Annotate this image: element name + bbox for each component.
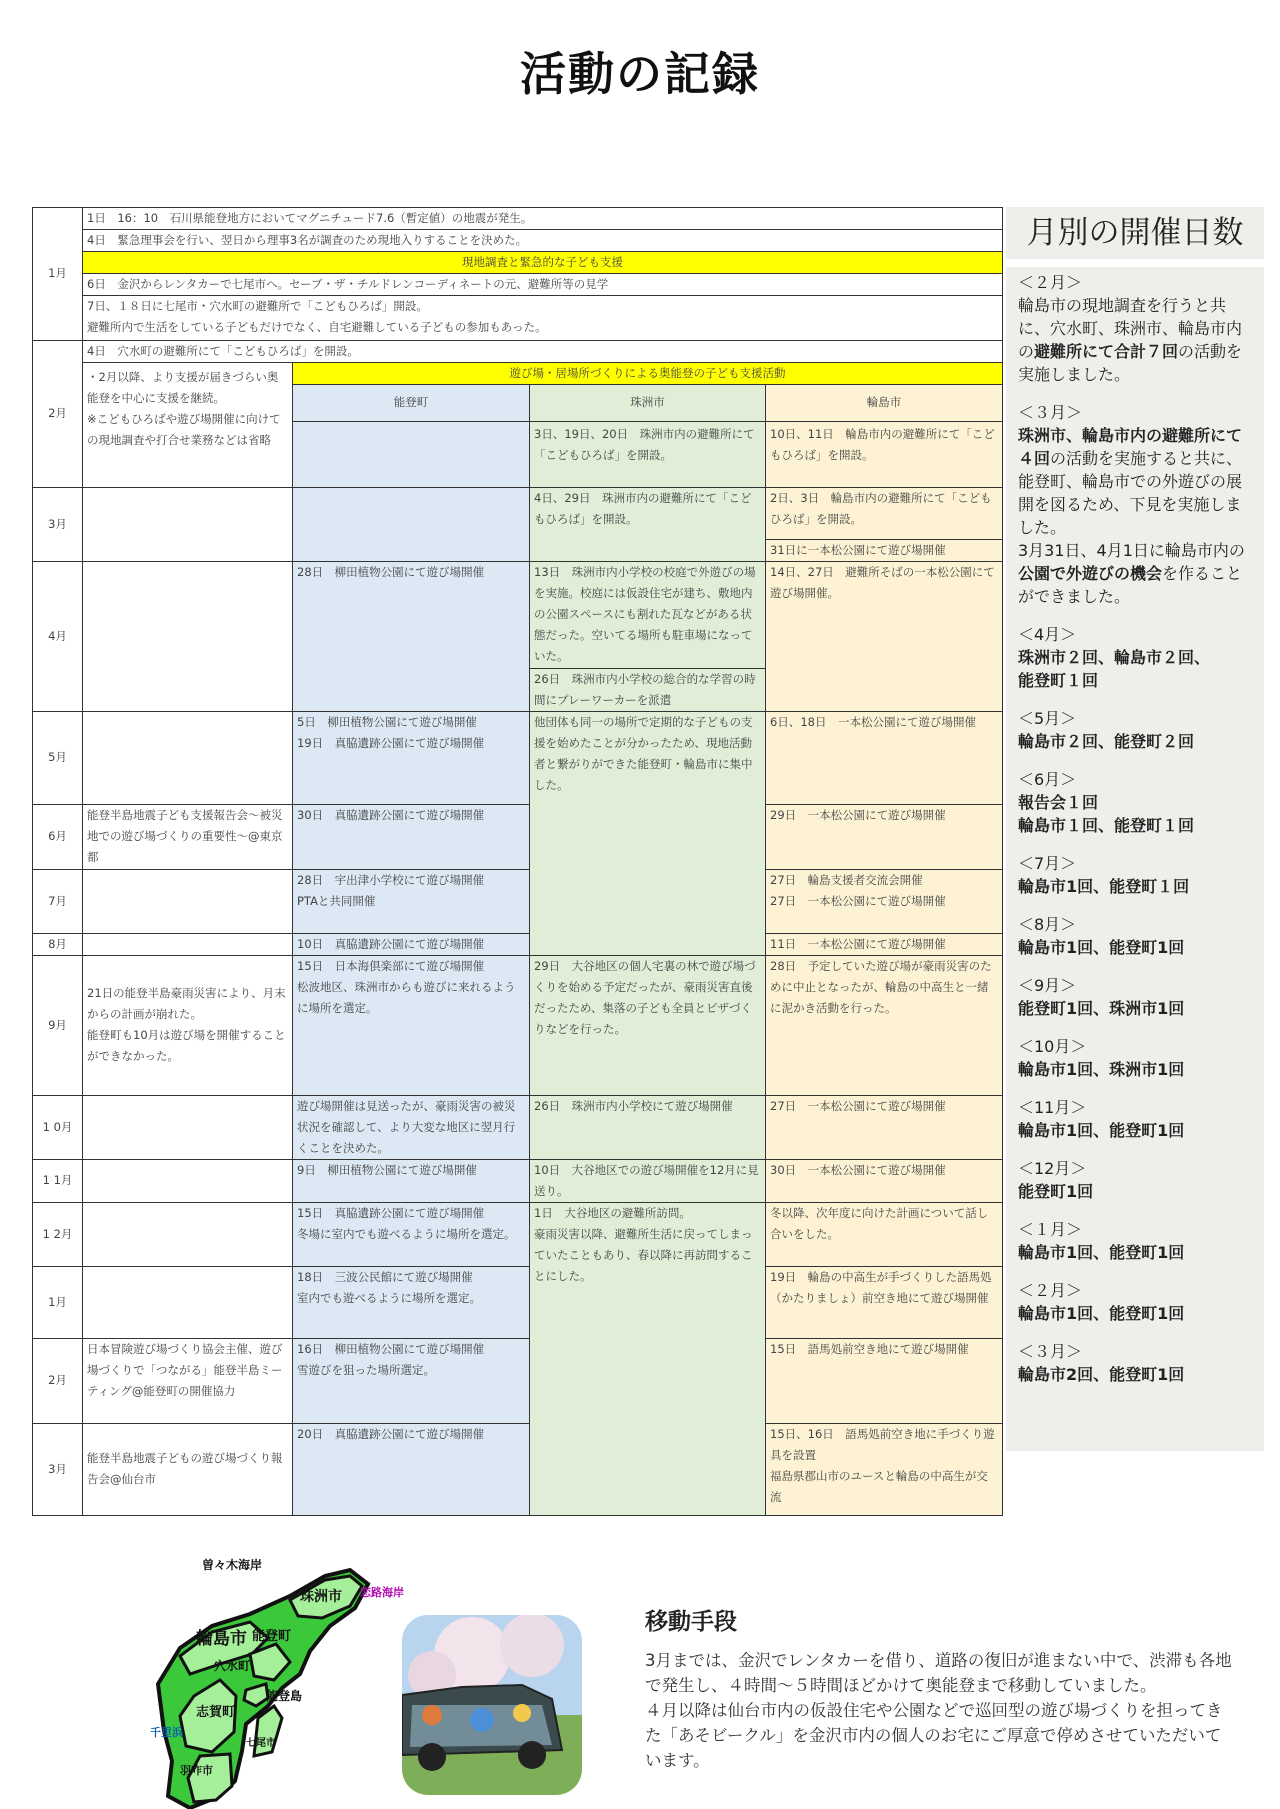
summary-emphasis: 公園で外遊びの機会 xyxy=(1018,564,1163,583)
map-label-chiri: 千里浜 xyxy=(150,1726,183,1739)
jul-wajima: 27日 輪島支援者交流会開催 27日 一本松公園にて遊び場開催 xyxy=(766,869,1003,933)
summary-heading: ＜7月＞ xyxy=(1018,854,1077,873)
summary-aug xyxy=(1018,913,1256,959)
summary-heading: ＜10月＞ xyxy=(1018,1037,1087,1056)
col-header-wajima: 輪島市 xyxy=(766,384,1003,421)
map-label-koiji: 恋路海岸 xyxy=(360,1586,404,1599)
summary-jan-2025 xyxy=(1018,1218,1256,1264)
apr-wajima: 14日、27日 避難所そばの一本松公園にて遊び場開催。 xyxy=(766,561,1003,711)
mar-suzu: 4日、29日 珠洲市内の避難所にて「こどもひろば」を開設。 xyxy=(530,487,766,561)
summary-heading: ＜6月＞ xyxy=(1018,770,1077,789)
may-other xyxy=(83,711,293,804)
summary-emphasis: 珠洲市、輪島市内の避難所にて４回 xyxy=(1018,426,1243,468)
nov-suzu: 10日 大谷地区での遊び場開催を12月に見送り。 xyxy=(530,1159,766,1202)
page-title: 活動の記録 xyxy=(520,47,760,101)
jul-other xyxy=(83,869,293,933)
summary-jul xyxy=(1018,852,1256,898)
oct-other xyxy=(83,1095,293,1159)
month-dec: 1 2月 xyxy=(33,1202,83,1266)
aug-other xyxy=(83,933,293,955)
nov-noto: 9日 柳田植物公園にて遊び場開催 xyxy=(293,1159,530,1202)
feb-noto xyxy=(293,421,530,487)
month-nov: 1 1月 xyxy=(33,1159,83,1202)
summary-heading: ＜１月＞ xyxy=(1018,1220,1083,1239)
jul-noto: 28日 宇出津小学校にて遊び場開催 PTAと共同開催 xyxy=(293,869,530,933)
oct-noto: 遊び場開催は見送ったが、豪雨災害の被災状況を確認して、より大変な地区に翌月行くことを決めた。 xyxy=(293,1095,530,1159)
summary-heading: ＜12月＞ xyxy=(1018,1159,1087,1178)
summary-count: 能登町1回 xyxy=(1018,1182,1094,1201)
sep-suzu: 29日 大谷地区の個人宅裏の林で遊び場づくりを始める予定だったが、豪雨災害直後だったため、集落の子ども全員とピザづくりなどを行った。 xyxy=(530,955,766,1095)
feb-wajima: 10日、11日 輪島市内の避難所にて「こどもひろば」を開設。 xyxy=(766,421,1003,487)
summary-apr xyxy=(1018,623,1256,692)
month-sep: 9月 xyxy=(33,955,83,1095)
may-wajima: 6日、18日 一本松公園にて遊び場開催 xyxy=(766,711,1003,804)
summary-count: 能登町１回 xyxy=(1018,671,1099,690)
jan-entry-3: 6日 金沢からレンタカーで七尾市へ。セーブ・ザ・チルドレンコーディネートの元、避難所等の見学 xyxy=(83,274,1003,296)
jan-entry-4: 7日、１８日に七尾市・穴水町の避難所で「こどもひろば」開設。 xyxy=(83,296,1003,318)
map-label-nanao: 七尾市 xyxy=(246,1738,276,1749)
month-mar: 3月 xyxy=(33,487,83,561)
month-feb-2025: 2月 xyxy=(33,1338,83,1423)
summary-text: 3月31日、4月1日に輪島市内の xyxy=(1018,541,1245,560)
summary-text: を作ることができました。 xyxy=(1018,564,1243,606)
summary-may xyxy=(1018,707,1256,753)
summary-oct xyxy=(1018,1035,1256,1081)
summary-dec xyxy=(1018,1157,1256,1203)
jan2-other xyxy=(83,1266,293,1338)
summary-heading: ＜9月＞ xyxy=(1018,976,1077,995)
summary-heading: ＜4月＞ xyxy=(1018,625,1077,644)
month-mar-2025: 3月 xyxy=(33,1423,83,1515)
apr-noto: 28日 柳田植物公園にて遊び場開催 xyxy=(293,561,530,711)
jan2-wajima: 19日 輪島の中高生が手づくりした語馬処（かたりましょ）前空き地にて遊び場開催 xyxy=(766,1266,1003,1338)
summary-title: 月別の開催日数 xyxy=(1006,207,1264,259)
dec-noto: 15日 真脇遺跡公園にて遊び場開催 冬場に室内でも遊べるように場所を選定。 xyxy=(293,1202,530,1266)
summary-mar-text xyxy=(1018,424,1256,608)
month-oct: 1 0月 xyxy=(33,1095,83,1159)
col-header-noto: 能登町 xyxy=(293,384,530,421)
feb2-noto: 16日 柳田植物公園にて遊び場開催 雪遊びを狙った場所選定。 xyxy=(293,1338,530,1423)
summary-emphasis: 避難所にて合計７回 xyxy=(1034,342,1179,361)
map-label-noto: 能登町 xyxy=(252,1629,292,1644)
feb-note: ・2月以降、より支援が届きづらい奥能登を中心に支援を継続。 ※こどもひろばや遊び場開催に向けての現地調査や打合せ業務などは省略 xyxy=(83,362,293,487)
jan-entry-2: 4日 緊急理事会を行い、翌日から理事3名が調査のため現地入りすることを決めた。 xyxy=(83,230,1003,252)
sep-other: 21日の能登半島豪雨災害により、月末からの計画が崩れた。 能登町も10月は遊び場を開催することができなかった。 xyxy=(83,955,293,1095)
transport-title: 移動手段 xyxy=(645,1609,737,1635)
jan-entry-1: 1日 16：10 石川県能登地方においてマグニチュード7.6（暫定値）の地震が発生。 xyxy=(83,208,1003,230)
summary-feb-heading: ＜２月＞ xyxy=(1018,273,1083,292)
nov-wajima: 30日 一本松公園にて遊び場開催 xyxy=(766,1159,1003,1202)
feb2-other: 日本冒険遊び場づくり協会主催、遊び場づくりで「つながる」能登半島ミーティング@能登町の開催協力 xyxy=(83,1338,293,1423)
summary-count: 輪島市1回、能登町1回 xyxy=(1018,1243,1185,1262)
map-label-hakui: 羽咋市 xyxy=(180,1764,213,1777)
mar-noto xyxy=(293,487,530,561)
summary-count: 輪島市2回、能登町1回 xyxy=(1018,1365,1185,1384)
jan-entry-5: 避難所内で生活をしている子どもだけでなく、自宅避難している子どもの参加もあった。 xyxy=(83,317,1003,340)
month-jun: 6月 xyxy=(33,804,83,869)
vehicle-photo xyxy=(402,1615,582,1795)
apr-suzu-2: 26日 珠洲市内小学校の総合的な学習の時間にプレーワーカーを派遣 xyxy=(530,668,766,711)
jun-wajima: 29日 一本松公園にて遊び場開催 xyxy=(766,804,1003,869)
sep-noto: 15日 日本海倶楽部にて遊び場開催 松波地区、珠洲市からも遊びに来れるように場所を選定。 xyxy=(293,955,530,1095)
mar2-other: 能登半島地震子どもの遊び場づくり報告会@仙台市 xyxy=(83,1423,293,1515)
dec-wajima: 冬以降、次年度に向けた計画について話し合いをした。 xyxy=(766,1202,1003,1266)
noto-peninsula-map xyxy=(150,1556,440,1809)
month-jul: 7月 xyxy=(33,869,83,933)
summary-count: 輪島市1回、能登町1回 xyxy=(1018,1304,1185,1323)
summary-count: 輪島市1回、珠洲市1回 xyxy=(1018,1060,1185,1079)
may-noto: 5日 柳田植物公園にて遊び場開催 19日 真脇遺跡公園にて遊び場開催 xyxy=(293,711,530,804)
month-feb: 2月 xyxy=(33,340,83,487)
feb2-wajima: 15日 語馬処前空き地にて遊び場開催 xyxy=(766,1338,1003,1423)
map-label-notojima: 能登島 xyxy=(266,1689,303,1703)
summary-mar-2025 xyxy=(1018,1340,1256,1386)
month-apr: 4月 xyxy=(33,561,83,711)
summary-jun xyxy=(1018,768,1256,837)
month-may: 5月 xyxy=(33,711,83,804)
map-label-suzu: 珠洲市 xyxy=(300,1589,342,1605)
summary-count: 輪島市1回、能登町1回 xyxy=(1018,938,1185,957)
monthly-summary-panel xyxy=(1006,207,1264,1451)
summary-heading: ＜11月＞ xyxy=(1018,1098,1087,1117)
col-header-suzu: 珠洲市 xyxy=(530,384,766,421)
summary-count: 輪島市２回、能登町２回 xyxy=(1018,732,1195,751)
dec-other xyxy=(83,1202,293,1266)
map-label-shika: 志賀町 xyxy=(196,1705,236,1720)
feb-entry-1: 4日 穴水町の避難所にて「こどもひろば」を開設。 xyxy=(83,340,1003,362)
map-label-sosogi: 曽々木海岸 xyxy=(202,1558,263,1572)
sep-wajima: 28日 予定していた遊び場が豪雨災害のために中止となったが、輪島の中高生と一緒に泥かき活動を行った。 xyxy=(766,955,1003,1095)
summary-body xyxy=(1006,267,1264,1451)
summary-count: 珠洲市２回、輪島市２回、 xyxy=(1018,648,1211,667)
summary-feb-2025 xyxy=(1018,1279,1256,1325)
map-label-wajima: 輪島市 xyxy=(196,1629,247,1649)
map-label-anamizu: 穴水町 xyxy=(214,1659,251,1673)
mar2-noto: 20日 真脇遺跡公園にて遊び場開催 xyxy=(293,1423,530,1515)
activity-record-table xyxy=(32,207,1003,1516)
summary-count: 輪島市１回、能登町１回 xyxy=(1018,816,1195,835)
summary-feb xyxy=(1018,271,1256,386)
jan2-noto: 18日 三波公民館にて遊び場開催 室内でも遊べるように場所を選定。 xyxy=(293,1266,530,1338)
oct-wajima: 27日 一本松公園にて遊び場開催 xyxy=(766,1095,1003,1159)
month-jan-2025: 1月 xyxy=(33,1266,83,1338)
transport-text: 3月までは、金沢でレンタカーを借り、道路の復旧が進まない中で、渋滞も各地で発生し、４時間～５時間ほどかけて奥能登まで移動していました。 ４月以降は仙台市内の仮設住宅や公園などで巡回型の遊び場づくりを担ってきた「あそビークル」を金沢市内の個人のお宅にご厚意で停めさせていただいています。 xyxy=(645,1651,1232,1770)
feb-suzu: 3日、19日、20日 珠洲市内の避難所にて「こどもひろば」を開設。 xyxy=(530,421,766,487)
summary-count: 能登町1回、珠洲市1回 xyxy=(1018,999,1185,1018)
may-suzu: 他団体も同一の場所で定期的な子どもの支援を始めたことが分かったため、現地活動者と繋がりができた能登町・輪島市に集中した。 xyxy=(530,711,766,955)
summary-count: 輪島市1回、能登町１回 xyxy=(1018,877,1190,896)
dec-suzu: 1日 大谷地区の避難所訪問。 豪雨災害以降、避難所生活に戻ってしまっていたこともあり、春以降に再訪問することにした。 xyxy=(530,1202,766,1515)
summary-heading: ＜２月＞ xyxy=(1018,1281,1083,1300)
nov-other xyxy=(83,1159,293,1202)
month-aug: 8月 xyxy=(33,933,83,955)
jan-highlight: 現地調査と緊急的な子ども支援 xyxy=(83,252,1003,274)
activity-band: 遊び場・居場所づくりによる奥能登の子ども支援活動 xyxy=(293,362,1003,384)
jun-other: 能登半島地震子ども支援報告会～被災地での遊び場づくりの重要性～@東京都 xyxy=(83,804,293,869)
jun-noto: 30日 真脇遺跡公園にて遊び場開催 xyxy=(293,804,530,869)
summary-count: 報告会１回 xyxy=(1018,793,1099,812)
mar2-wajima: 15日、16日 語馬処前空き地に手づくり遊具を設置 福島県郡山市のユースと輪島の中高生が交流 xyxy=(766,1423,1003,1515)
summary-text: の活動を実施しました。 xyxy=(1018,342,1243,384)
summary-text: 輪島市の現地調査を行うと共に、穴水町、珠洲市、輪島市内の xyxy=(1018,296,1243,361)
aug-noto: 10日 真脇遺跡公園にて遊び場開催 xyxy=(293,933,530,955)
apr-other xyxy=(83,561,293,711)
mar-other xyxy=(83,487,293,561)
summary-heading: ＜３月＞ xyxy=(1018,1342,1083,1361)
month-jan: 1月 xyxy=(33,208,83,341)
summary-count: 輪島市1回、能登町1回 xyxy=(1018,1121,1185,1140)
summary-feb-text xyxy=(1018,294,1256,386)
summary-heading: ＜8月＞ xyxy=(1018,915,1077,934)
summary-nov xyxy=(1018,1096,1256,1142)
summary-sep xyxy=(1018,974,1256,1020)
mar-wajima-1: 2日、3日 輪島市内の避難所にて「こどもひろば」を開設。 xyxy=(766,487,1003,539)
summary-text: の活動を実施すると共に、能登町、輪島市での外遊びの展開を図るため、下見を実施しました。 xyxy=(1018,449,1243,537)
summary-mar xyxy=(1018,401,1256,608)
mar-wajima-2: 31日に一本松公園にて遊び場開催 xyxy=(766,539,1003,561)
oct-suzu: 26日 珠洲市内小学校にて遊び場開催 xyxy=(530,1095,766,1159)
summary-mar-heading: ＜３月＞ xyxy=(1018,403,1083,422)
summary-heading: ＜5月＞ xyxy=(1018,709,1077,728)
apr-suzu-1: 13日 珠洲市内小学校の校庭で外遊びの場を実施。校庭には仮設住宅が建ち、敷地内の公園スペースにも割れた瓦などがある状態だった。空いてる場所も駐車場になっていた。 xyxy=(530,561,766,668)
aug-wajima: 11日 一本松公園にて遊び場開催 xyxy=(766,933,1003,955)
